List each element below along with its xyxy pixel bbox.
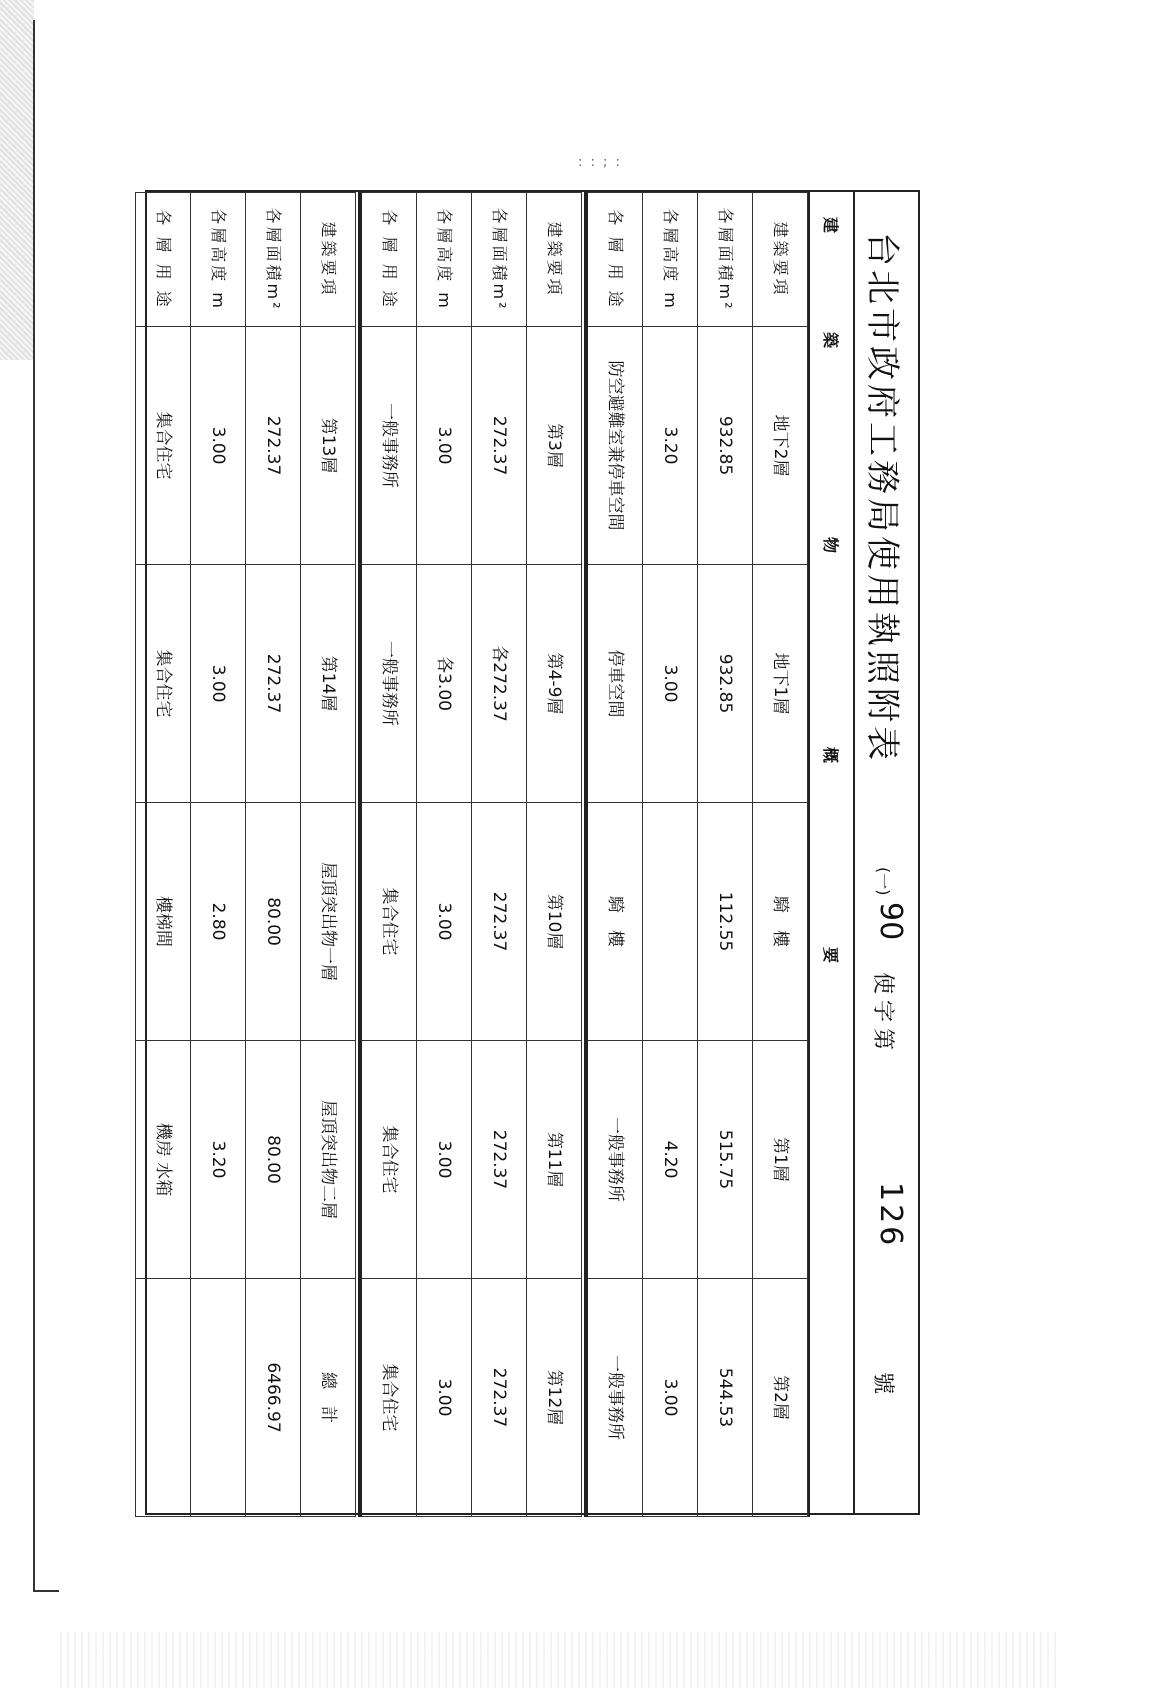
row-label: 建築要項 — [753, 193, 808, 327]
table-row — [588, 193, 643, 1517]
table-cell — [136, 1279, 191, 1517]
table-cell: 272.37 — [472, 1041, 527, 1279]
row-label: 建築要項 — [301, 193, 356, 327]
table-cell: 機房 水箱 — [136, 1041, 191, 1279]
table-row — [472, 193, 527, 1517]
title-row — [853, 192, 918, 1513]
table-cell: 2.80 — [191, 803, 246, 1041]
table-cell: 3.20 — [191, 1041, 246, 1279]
table-cell: 屋頂突出物二層 — [301, 1041, 356, 1279]
page-mark: : : ; : — [578, 155, 622, 170]
table-cell: 停車空間 — [588, 565, 643, 803]
rotated-form — [145, 190, 920, 1515]
usage-permit-table — [145, 190, 920, 1515]
table-row — [417, 193, 472, 1517]
binding-line — [33, 20, 35, 1590]
table-cell: 272.37 — [246, 565, 301, 803]
table-row — [753, 193, 808, 1517]
table-cell: 樓梯間 — [136, 803, 191, 1041]
floor-table-block-1 — [587, 192, 808, 1517]
table-cell: 80.00 — [246, 803, 301, 1041]
table-row — [246, 193, 301, 1517]
table-cell: 一般事務所 — [362, 565, 417, 803]
table-cell: 屋頂突出物一層 — [301, 803, 356, 1041]
table-cell: 272.37 — [472, 327, 527, 565]
table-cell: 騎 樓 — [753, 803, 808, 1041]
row-label: 各層高度 m — [643, 193, 698, 327]
table-cell: 第13層 — [301, 327, 356, 565]
table-cell: 第2層 — [753, 1279, 808, 1517]
side-label-char: 要 — [821, 947, 840, 964]
permit-year: 90 — [873, 902, 908, 941]
table-cell: 第4-9層 — [527, 565, 582, 803]
row-label: 各層面積m² — [246, 193, 301, 327]
table-cell: 544.53 — [698, 1279, 753, 1517]
table-cell: 一般事務所 — [588, 1041, 643, 1279]
table-row — [191, 193, 246, 1517]
row-label: 各層面積m² — [698, 193, 753, 327]
row-label: 各 層 用 途 — [362, 193, 417, 327]
floor-table-block-3 — [135, 192, 356, 1517]
table-cell: 第11層 — [527, 1041, 582, 1279]
table-cell: 3.00 — [417, 1041, 472, 1279]
side-label-char: 建 — [821, 217, 840, 234]
row-label: 建築要項 — [527, 193, 582, 327]
table-cell: 3.00 — [191, 327, 246, 565]
table-cell: 一般事務所 — [362, 327, 417, 565]
table-cell: 第14層 — [301, 565, 356, 803]
permit-label: 使字第 — [870, 972, 895, 1057]
table-cell: 6466.97 — [246, 1279, 301, 1517]
table-cell: 第12層 — [527, 1279, 582, 1517]
form-title-suffix: (一) — [874, 867, 893, 896]
table-row — [136, 193, 191, 1517]
table-cell: 4.20 — [643, 1041, 698, 1279]
table-cell: 3.00 — [643, 1279, 698, 1517]
table-cell: 第10層 — [527, 803, 582, 1041]
row-label: 各層高度 m — [191, 193, 246, 327]
table-row — [643, 193, 698, 1517]
table-row — [527, 193, 582, 1517]
table-cell: 3.00 — [417, 1279, 472, 1517]
block-separator — [358, 192, 362, 1517]
table-cell — [191, 1279, 246, 1517]
table-cell: 3.20 — [643, 327, 698, 565]
table-cell: 一般事務所 — [588, 1279, 643, 1517]
row-label: 各 層 用 途 — [588, 193, 643, 327]
table-cell: 932.85 — [698, 565, 753, 803]
table-cell: 騎 樓 — [588, 803, 643, 1041]
form-title: 台北市政府工務局使用執照附表 — [862, 232, 902, 764]
table-cell: 80.00 — [246, 1041, 301, 1279]
table-cell: 515.75 — [698, 1041, 753, 1279]
table-cell: 防空避難室兼停車空間 — [588, 327, 643, 565]
floor-table-block-2 — [361, 192, 582, 1517]
table-cell: 集合住宅 — [362, 1041, 417, 1279]
table-cell: 集合住宅 — [362, 1279, 417, 1517]
table-row — [301, 193, 356, 1517]
table-cell: 地下1層 — [753, 565, 808, 803]
table-cell: 集合住宅 — [362, 803, 417, 1041]
table-cell: 932.85 — [698, 327, 753, 565]
table-cell: 3.00 — [643, 565, 698, 803]
table-cell: 總 計 — [301, 1279, 356, 1517]
scan-noise-bottom — [60, 1632, 1060, 1688]
side-label-char: 築 — [821, 332, 840, 349]
table-cell: 集合住宅 — [136, 327, 191, 565]
table-row — [698, 193, 753, 1517]
block-separator — [584, 192, 588, 1517]
table-cell: 272.37 — [472, 803, 527, 1041]
table-cell: 3.00 — [191, 565, 246, 803]
table-cell: 3.00 — [417, 327, 472, 565]
table-row — [362, 193, 417, 1517]
side-label-char: 概 — [821, 747, 840, 764]
table-cell: 272.37 — [246, 327, 301, 565]
table-cell: 集合住宅 — [136, 565, 191, 803]
row-label: 各層高度 m — [417, 193, 472, 327]
table-cell: 3.00 — [417, 803, 472, 1041]
permit-suffix: 號 — [870, 1372, 895, 1395]
table-cell: 第3層 — [527, 327, 582, 565]
row-label: 各層面積m² — [472, 193, 527, 327]
table-cell: 第1層 — [753, 1041, 808, 1279]
table-cell — [643, 803, 698, 1041]
table-cell: 地下2層 — [753, 327, 808, 565]
table-cell: 各3.00 — [417, 565, 472, 803]
table-cell: 272.37 — [472, 1279, 527, 1517]
row-label: 各 層 用 途 — [136, 193, 191, 327]
table-cell: 112.55 — [698, 803, 753, 1041]
binding-foot — [33, 1590, 59, 1592]
building-summary-heading — [808, 192, 853, 1517]
table-cell: 各272.37 — [472, 565, 527, 803]
permit-number: 126 — [873, 1182, 908, 1249]
side-label-char: 物 — [821, 537, 840, 554]
scan-noise-left — [0, 0, 34, 360]
